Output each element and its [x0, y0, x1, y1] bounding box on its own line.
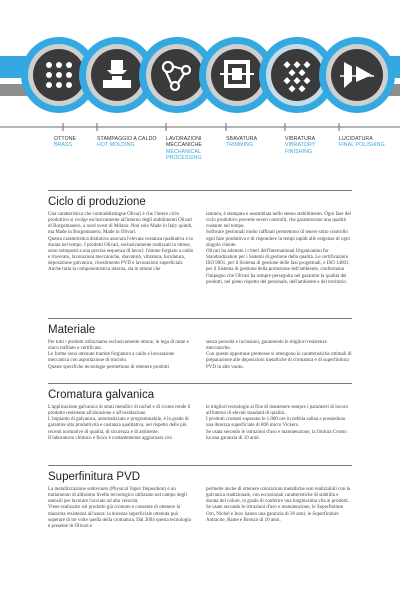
step-label-trimming: [226, 136, 290, 149]
paragraph: le migliori tecnologie al fine di mantenere sempre i parametri di lavoro all'interno di elevati standard di qualità.: [206, 405, 349, 417]
paragraph: Le forme sono ottenute tramite forgiatura a caldo e lavorazione meccanica con asportazione di truciolo.: [48, 352, 175, 364]
paragraph: Queste specifiche tecnologie permettono di ottenere prodotti: [48, 364, 170, 370]
paragraph: Il laboratorio chimico e fisico è costantemente aggiornato con: [48, 435, 172, 441]
step-circle-polishing: [319, 37, 395, 113]
production-process-diagram: [0, 0, 400, 165]
paragraph: Se usata secondo le istruzioni d'uso e manutenzione, la finitura Cromo ha una garanzia di 10 anni.: [206, 429, 347, 441]
paragraph: Anche tutta la componentistica interna, sia in ottone che: [48, 267, 161, 273]
section-title: Cromatura galvanica: [48, 389, 155, 401]
step-label-en: TRIMMING: [226, 142, 254, 149]
right-column: [206, 340, 352, 371]
right-column: [206, 212, 352, 286]
step-label-hot-molding: [97, 136, 163, 149]
step-label-en: MECHANICAL PROCESSING: [166, 148, 202, 162]
step-label-it: LUCIDATURA: [339, 136, 373, 142]
step-label-en: HOT MOLDING: [97, 142, 135, 149]
step-label-en: VIBRATORY FINISHING: [285, 142, 316, 155]
step-label-en: FINAL POLISHING: [339, 142, 385, 149]
step-label-en: BRASS: [54, 142, 73, 149]
paragraph: Software gestionali molto raffinati permettono di tenere sotto controllo ogni fase produttiva e di rispondere in tempi rapidi alle esigenze di ogni singolo cliente.: [206, 230, 350, 248]
step-label-mechanical: [166, 136, 216, 162]
section-title: Superfinitura PVD: [48, 471, 141, 483]
section-material: [48, 318, 352, 371]
paragraph: L'impianto di galvanica, automatizzato e programmabile, è in grado di garantire alta produttività e costanza qualitativa, nel rispetto delle più recenti normative di qualità, di sicurezza e di ambiente.: [48, 417, 189, 435]
dots-grid-icon: [46, 62, 72, 88]
section-title: Ciclo di produzione: [48, 196, 146, 208]
section-galvanic-chrome: [48, 383, 352, 442]
paragraph: Olivari ha adottato i criteri dell'International Organization for Standardization per i Sistemi di gestione della qualità. Le certificazioni ISO 9001, per il Sistema di gestione delle fasi progettuali, e ISO 14001, per il Sistema di gestione della protezione dell'ambiente, confermano l'impegno che Olivari ha sempre perseguito nel garantire la qualità dei prodotti, nel pieno rispetto del personale, dell'ambiente e del territorio.: [206, 248, 350, 285]
paragraph: Se usate secondo le istruzioni d'uso e manutenzione, le Superfiniture Oro, Nichel e Inox hanno una garanzia di 30 anni; le Superfiniture Antracite, Rame e Bronzo di 10 anni.: [206, 505, 344, 523]
left-column: [48, 405, 194, 442]
step-label-it: OTTONE: [54, 136, 77, 142]
paragraph: L'applicazione galvanica di strati metallici di nichel e di cromo rende il prodotto resistente all'abrasione e all'ossidazione.: [48, 405, 191, 417]
paragraph: Per tutti i prodotti utilizziamo esclusivamente ottone, in lega di rame e zinco trafilato e certificata.: [48, 340, 189, 352]
step-label-polishing: [339, 136, 397, 149]
paragraph: senza porosità e inclusioni, garantendo le migliori resistenze meccaniche.: [206, 340, 327, 352]
step-label-vibratory: [285, 136, 339, 155]
paragraph: Una caratteristica che contraddistingue Olivari è che l'intero ciclo produttivo si svolge esclusivamente all'interno degli stabilimenti Olivari di Borgomanero, a nord ovest di Milano. Non solo Made in Italy quindi, ma Made in Borgomanero, Made in Olivari.: [48, 212, 193, 236]
step-label-it: SBAVATURA: [226, 136, 258, 142]
paragraph: Questa caratteristica distintiva assicura l'elevata costanza qualitativa e la durata nel tempo. I prodotti Olivari, esclusivamente realizzati in ottone, sono sottoposti a una precisa sequenza di lavori: l'ottone forgiato a caldo e traverato, lavorazioni meccaniche, sbavatura, vibratura, lucidatura, deposizione galvanica, rivestimento PVD e lavorazioni superficiali.: [48, 236, 194, 267]
section-pvd-superfinish: [48, 465, 352, 530]
left-column: [48, 212, 194, 286]
paragraph: La metallizzazione sottovuoto (Physical Vapor Deposition) è un trattamento di altissimo livello tecnologico utilizzato nel campo degli utensili per lavorare l'acciaio ad alta velocità.: [48, 487, 187, 505]
left-column: [48, 487, 194, 530]
step-label-it: VIBRATURA: [285, 136, 316, 142]
trimming-icon: [220, 60, 254, 88]
step-label-it: LAVORAZIONI MECCANICHE: [166, 136, 202, 149]
paragraph: lamiera, è stampata e assemblata nello stesso stabilimento. Ogni fase del ciclo produttivo prevede severi controlli, che garantiscono una qualità costante nel tempo.: [206, 212, 351, 230]
paragraph: Viene realizzato sul prodotto già cromato e consente di ottenere la massima resistenza all'usura: la durezza superficiale ottenuta può superare di tre volte quella della cromatura. Dal 2004 questa tecnologia è presente in Olivari e: [48, 505, 191, 529]
right-column: [206, 405, 352, 442]
paragraph: Con queste opportune premesse si ottengono le caratteristiche ottimali di preparazione alle deposizioni metalliche di cromatura e di superfinitura PVD in alto vuoto.: [206, 352, 352, 370]
section-title: Materiale: [48, 324, 96, 336]
paragraph: permette anche di ottenere colorazioni metalliche non realizzabili con la galvanica tradizionale, con eccezionali caratteristiche di stabilità e durata del colore, in grado di conferire una lunghissima vita ai prodotti.: [206, 487, 351, 505]
section-production-cycle: [48, 190, 352, 286]
step-label-it: STAMPAGGIO A CALDO: [97, 136, 157, 142]
paragraph: I prodotti cromati superano le 1.000 ore in nebbia salina e possiedono una durezza superficiale di 800 micro Vickers.: [206, 417, 346, 429]
left-column: [48, 340, 194, 371]
right-column: [206, 487, 352, 530]
